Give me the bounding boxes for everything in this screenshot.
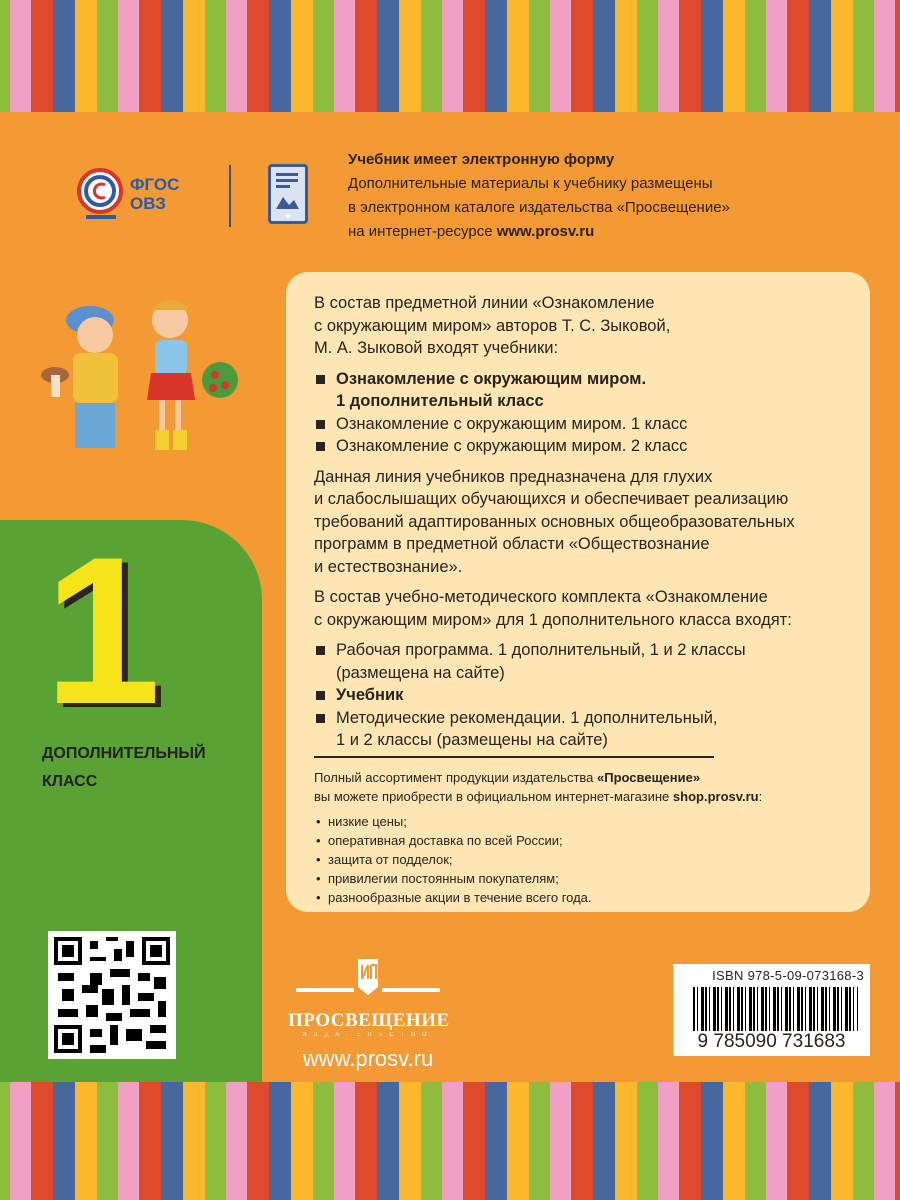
publisher-subtitle: ИЗДАТЕЛЬСТВО xyxy=(302,1032,434,1038)
colon: : xyxy=(758,788,763,804)
publisher-logo xyxy=(288,955,448,1072)
benefit-item: • защита от подделок; xyxy=(314,850,870,869)
eform-line: Дополнительные материалы к учебнику размещены xyxy=(348,175,713,192)
book-item: Ознакомление с окружающим миром. 2 класс xyxy=(314,435,870,458)
qr-code-icon xyxy=(54,937,170,1053)
text-line: с окружающим миром» авторов Т. С. Зыковой, xyxy=(314,316,671,335)
shop-info xyxy=(314,768,870,907)
benefit-item: • оперативная доставка по всей России; xyxy=(314,831,870,850)
kit-item xyxy=(314,707,870,752)
text-line: Ознакомление с окружающим миром. xyxy=(336,369,647,388)
benefit-item: • низкие цены; xyxy=(314,812,870,831)
brand-name: «Просвещение» xyxy=(597,769,701,785)
text-line: Полный ассортимент продукции издательства xyxy=(314,769,598,785)
text-line: Данная линия учебников предназначена для глухих xyxy=(314,467,713,486)
text-line: и слабослышащих обучающихся и обеспечивает реализацию xyxy=(314,490,789,508)
eform-line: на интернет-ресурсе xyxy=(348,223,497,240)
tablet-icon xyxy=(268,164,308,224)
barcode xyxy=(693,987,858,1031)
qr-code[interactable] xyxy=(48,931,176,1059)
fgos-emblem-icon xyxy=(76,165,124,223)
text-line: и естествознание». xyxy=(314,557,463,576)
publisher-url[interactable]: www.prosv.ru xyxy=(302,1046,434,1071)
grade-label-line: КЛАСС xyxy=(42,773,98,790)
benefits-list xyxy=(314,812,870,907)
divider xyxy=(314,756,714,758)
kit-item xyxy=(314,639,870,684)
isbn-number: ISBN 978-5-09-073168-3 xyxy=(712,968,864,983)
text-line: М. А. Зыковой входят учебники: xyxy=(314,339,559,357)
top-stripes xyxy=(0,0,900,112)
kit-list xyxy=(314,639,870,752)
text-line: с окружающим миром» для 1 дополнительного класса входят: xyxy=(314,610,792,629)
children-illustration xyxy=(35,285,245,465)
eform-line: в электронном каталоге издательства «Просвещение» xyxy=(348,199,730,216)
book-item: Ознакомление с окружающим миром. 1 класс xyxy=(314,413,870,436)
publisher-name: ПРОСВЕЩЕНИЕ xyxy=(288,1010,450,1031)
text-line: В состав учебно-методического комплекта «Ознакомление xyxy=(314,588,768,606)
benefit-item: • разнообразные акции в течение всего года. xyxy=(314,888,870,907)
text-line: 1 и 2 классы (размещены на сайте) xyxy=(336,731,608,749)
eform-title: Учебник имеет электронную форму xyxy=(348,151,615,168)
kit-intro xyxy=(314,586,870,631)
intro xyxy=(314,292,870,360)
fgos-ovz-logo xyxy=(76,165,179,223)
kit-item: Учебник xyxy=(314,684,870,707)
benefit-item: • привилегии постоянным покупателям; xyxy=(314,869,870,888)
grade-label-line: ДОПОЛНИТЕЛЬНЫЙ xyxy=(42,745,206,762)
text-line: требований адаптированных основных общеобразовательных xyxy=(314,512,795,531)
text-line: Методические рекомендации. 1 дополнительный, xyxy=(336,708,718,727)
grade-number: 1 xyxy=(44,513,161,748)
barcode-digits: 9 785090 731683 xyxy=(697,1031,846,1052)
fgos-text: ФГОС xyxy=(130,175,180,194)
description-box xyxy=(286,272,870,912)
eform-url[interactable]: www.prosv.ru xyxy=(496,223,595,240)
publisher-emblem-icon xyxy=(288,955,448,999)
text-line: 1 дополнительный класс xyxy=(336,392,544,410)
text-line: программ в предметной области «Обществознание xyxy=(314,535,710,553)
book-item xyxy=(314,368,870,413)
electronic-form-info xyxy=(348,148,730,244)
divider xyxy=(229,165,231,227)
text-line: Рабочая программа. 1 дополнительный, 1 и 2 классы xyxy=(336,641,746,659)
text-line: В состав предметной линии «Ознакомление xyxy=(314,294,655,312)
books-list xyxy=(314,368,870,458)
purpose xyxy=(314,466,870,579)
shop-url[interactable]: shop.prosv.ru xyxy=(672,788,759,804)
text-line: вы можете приобрести в официальном интернет-магазине xyxy=(314,788,673,804)
ovz-text: ОВЗ xyxy=(130,194,166,213)
bottom-stripes xyxy=(0,1082,900,1200)
grade-label xyxy=(42,740,206,796)
isbn-barcode xyxy=(673,964,870,1056)
text-line: (размещена на сайте) xyxy=(336,663,505,682)
